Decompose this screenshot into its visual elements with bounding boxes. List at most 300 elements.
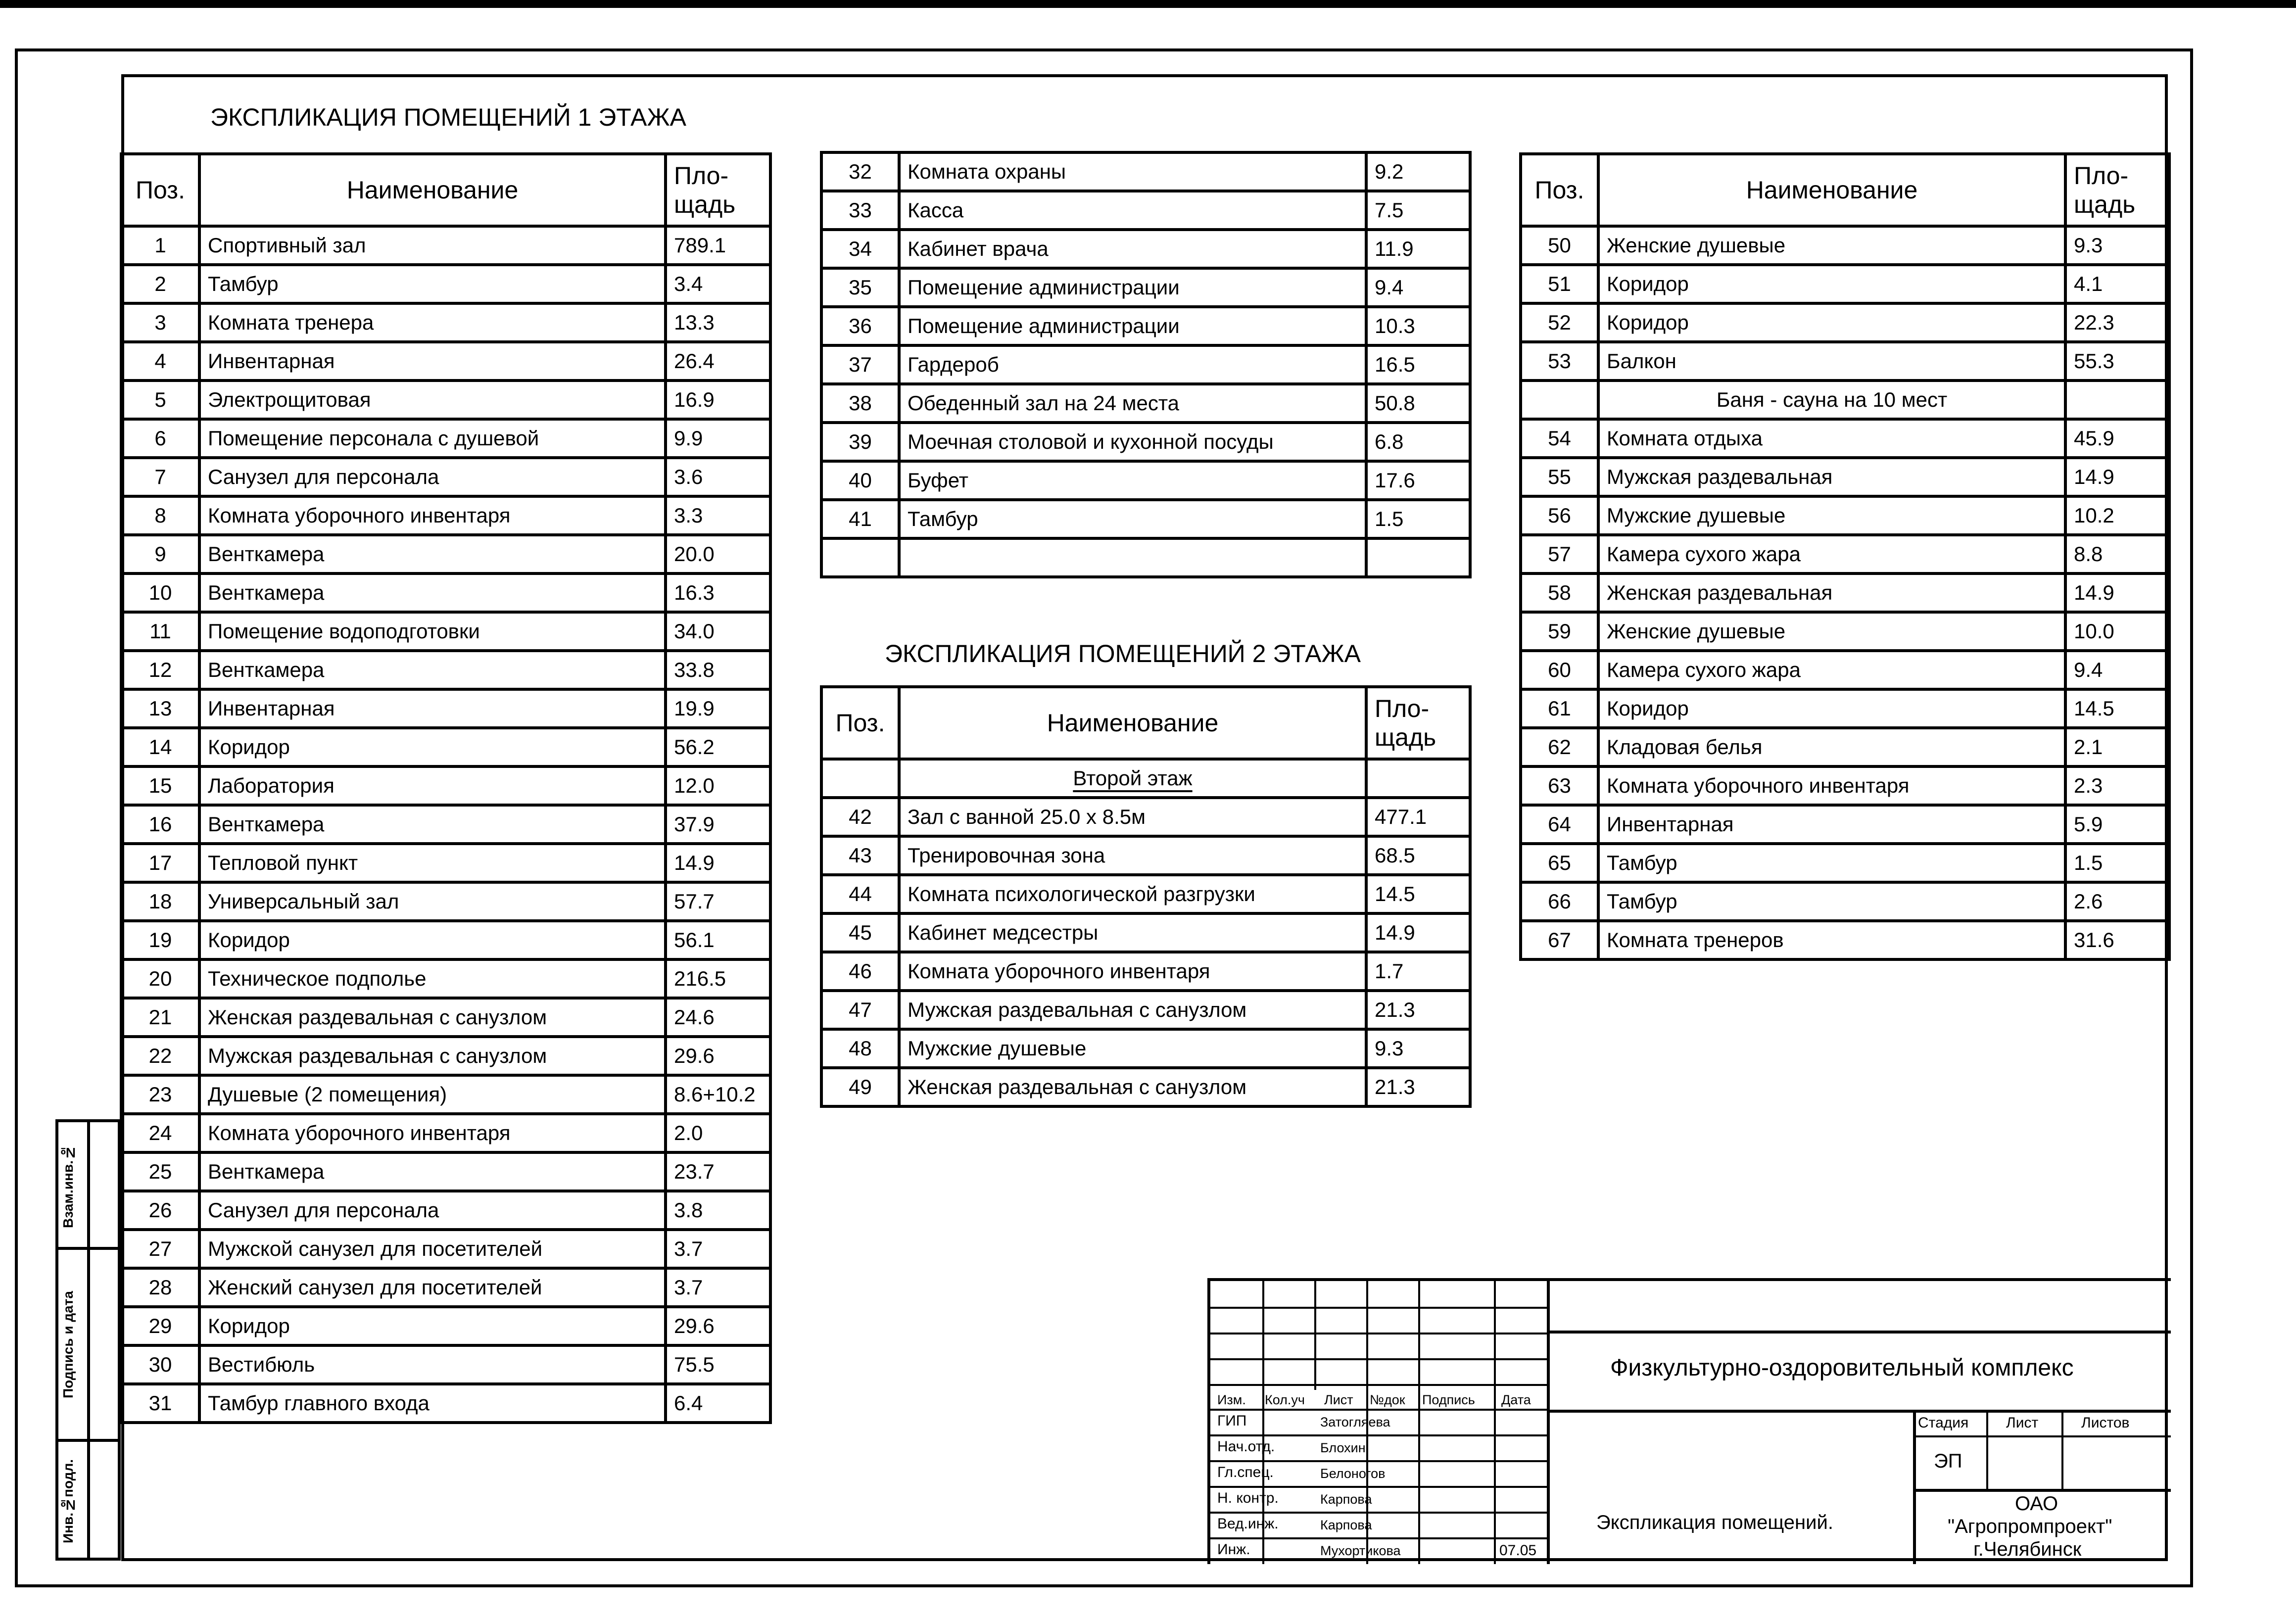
row-name: Лаборатория — [199, 766, 666, 805]
row-name: Мужской санузел для посетителей — [199, 1230, 666, 1268]
row-pos: 11 — [121, 612, 199, 651]
row-area: 33.8 — [666, 651, 770, 689]
row-area: 4.1 — [2065, 265, 2169, 303]
table-header — [1521, 154, 2169, 226]
row-area: 10.2 — [2065, 496, 2169, 535]
row-pos: 23 — [121, 1075, 199, 1114]
section-row — [821, 759, 1470, 798]
row-name: Помещение администрации — [899, 307, 1366, 345]
pos-header: Поз. — [821, 687, 899, 759]
row-area: 2.1 — [2065, 728, 2169, 766]
table-row — [121, 728, 770, 766]
row-name: Санузел для персонала — [199, 458, 666, 496]
row-pos: 44 — [821, 875, 899, 913]
table-row — [121, 342, 770, 381]
org-line3: г.Челябинск — [1973, 1538, 2082, 1560]
row-pos: 24 — [121, 1114, 199, 1152]
row-name: Тренировочная зона — [899, 836, 1366, 875]
floor1-title: ЭКСПЛИКАЦИЯ ПОМЕЩЕНИЙ 1 ЭТАЖА — [210, 103, 687, 131]
row-area: 22.3 — [2065, 303, 2169, 342]
row-name: Комната психологической разгрузки — [899, 875, 1366, 913]
table-row — [821, 230, 1470, 268]
row-pos: 63 — [1521, 766, 1598, 805]
stage-value: ЭП — [1934, 1450, 1962, 1472]
table-header — [821, 687, 1470, 759]
row-name: Тамбур — [199, 265, 666, 303]
row-pos: 10 — [121, 573, 199, 612]
table-row — [1521, 651, 2169, 689]
binding-strip — [55, 1119, 121, 1561]
row-area: 9.9 — [666, 419, 770, 458]
row-name: Спортивный зал — [199, 226, 666, 265]
row-pos: 41 — [821, 500, 899, 538]
row-name: Мужская раздевальная — [1598, 458, 2065, 496]
row-pos: 15 — [121, 766, 199, 805]
row-area: 21.3 — [1366, 991, 1470, 1029]
row-area: 14.5 — [1366, 875, 1470, 913]
table-row — [121, 381, 770, 419]
table-row — [1521, 342, 2169, 381]
table-row — [1521, 535, 2169, 573]
table-row — [121, 573, 770, 612]
row-name: Камера сухого жара — [1598, 535, 2065, 573]
row-name: Венткамера — [199, 805, 666, 844]
table-row — [821, 798, 1470, 836]
row-pos: 7 — [121, 458, 199, 496]
row-area: 29.6 — [666, 1307, 770, 1345]
row-pos: 67 — [1521, 921, 1598, 959]
row-name: Зал с ванной 25.0 х 8.5м — [899, 798, 1366, 836]
table-row — [821, 345, 1470, 384]
table-row — [821, 836, 1470, 875]
row-pos: 21 — [121, 998, 199, 1037]
row-area: 16.9 — [666, 381, 770, 419]
table-row — [821, 538, 1470, 577]
table-row — [821, 268, 1470, 307]
stamp-head-kol: Кол.уч — [1265, 1392, 1305, 1407]
table-row — [121, 1384, 770, 1423]
table-row — [1521, 728, 2169, 766]
stage-label: Стадия — [1918, 1415, 1969, 1431]
row-name: Инвентарная — [199, 342, 666, 381]
stamp-head-podpis: Подпись — [1422, 1392, 1475, 1407]
table-row — [1521, 419, 2169, 458]
row-pos: 20 — [121, 959, 199, 998]
row-name: Электрощитовая — [199, 381, 666, 419]
row-area: 3.4 — [666, 265, 770, 303]
row-name: Женская раздевальная — [1598, 573, 2065, 612]
stamp-name: Затогляева — [1320, 1415, 1390, 1429]
row-name: Тамбур главного входа — [199, 1384, 666, 1423]
stamp-role: Вед.инж. — [1217, 1516, 1279, 1532]
floor1-table-continued — [820, 151, 1472, 578]
table-row — [121, 1307, 770, 1345]
row-area: 56.1 — [666, 921, 770, 959]
row-pos: 64 — [1521, 805, 1598, 844]
org-line1: ОАО — [2015, 1493, 2058, 1515]
section-row — [1521, 381, 2169, 419]
row-name: Комната тренеров — [1598, 921, 2065, 959]
row-area: 55.3 — [2065, 342, 2169, 381]
row-area: 23.7 — [666, 1152, 770, 1191]
table-row — [821, 952, 1470, 991]
table-row — [1521, 226, 2169, 265]
row-name: Комната уборочного инвентаря — [899, 952, 1366, 991]
row-pos: 54 — [1521, 419, 1598, 458]
row-pos: 60 — [1521, 651, 1598, 689]
row-area: 21.3 — [1366, 1068, 1470, 1106]
row-area: 9.4 — [1366, 268, 1470, 307]
row-area: 7.5 — [1366, 191, 1470, 230]
row-name: Тамбур — [899, 500, 1366, 538]
row-name: Помещение администрации — [899, 268, 1366, 307]
title-block — [1207, 1278, 2171, 1564]
stamp-name: Карпова — [1320, 1492, 1372, 1507]
row-pos — [821, 538, 899, 577]
row-area: 20.0 — [666, 535, 770, 573]
table-row — [121, 1114, 770, 1152]
row-name: Женская раздевальная с санузлом — [899, 1068, 1366, 1106]
row-name: Комната тренера — [199, 303, 666, 342]
row-pos: 56 — [1521, 496, 1598, 535]
row-name: Балкон — [1598, 342, 2065, 381]
row-area: 31.6 — [2065, 921, 2169, 959]
sheet-label: Лист — [2006, 1415, 2039, 1431]
row-area: 29.6 — [666, 1037, 770, 1075]
row-area: 6.8 — [1366, 423, 1470, 461]
stamp-head-list: Лист — [1324, 1392, 1353, 1407]
row-name: Гардероб — [899, 345, 1366, 384]
row-area: 8.8 — [2065, 535, 2169, 573]
row-name: Коридор — [199, 921, 666, 959]
row-name: Тамбур — [1598, 844, 2065, 882]
table-row — [821, 1029, 1470, 1068]
row-pos: 4 — [121, 342, 199, 381]
stamp-head-data: Дата — [1501, 1392, 1531, 1407]
row-area: 216.5 — [666, 959, 770, 998]
row-area: 6.4 — [666, 1384, 770, 1423]
row-name: Комната уборочного инвентаря — [199, 496, 666, 535]
row-pos: 57 — [1521, 535, 1598, 573]
stamp-name: Белоногов — [1320, 1466, 1386, 1481]
original-inv-label: Инв.№подл. — [60, 1459, 76, 1544]
name-header: Наименование — [899, 687, 1366, 759]
row-pos: 6 — [121, 419, 199, 458]
row-area: 9.3 — [2065, 226, 2169, 265]
row-area: 5.9 — [2065, 805, 2169, 844]
row-name: Инвентарная — [199, 689, 666, 728]
table-row — [121, 496, 770, 535]
row-pos: 5 — [121, 381, 199, 419]
table-row — [121, 1075, 770, 1114]
row-pos: 28 — [121, 1268, 199, 1307]
row-pos: 65 — [1521, 844, 1598, 882]
row-name: Женский санузел для посетителей — [199, 1268, 666, 1307]
row-area: 3.7 — [666, 1268, 770, 1307]
row-pos: 27 — [121, 1230, 199, 1268]
row-area: 14.9 — [2065, 458, 2169, 496]
row-pos: 18 — [121, 882, 199, 921]
table-row — [1521, 496, 2169, 535]
table-row — [821, 500, 1470, 538]
row-pos: 9 — [121, 535, 199, 573]
row-pos: 51 — [1521, 265, 1598, 303]
org-line2: "Агропромпроект" — [1948, 1516, 2112, 1537]
table-row — [1521, 844, 2169, 882]
row-name: Кабинет медсестры — [899, 913, 1366, 952]
table-row — [1521, 458, 2169, 496]
table-row — [121, 959, 770, 998]
row-pos: 62 — [1521, 728, 1598, 766]
row-area: 68.5 — [1366, 836, 1470, 875]
row-name: Мужские душевые — [899, 1029, 1366, 1068]
row-area: 45.9 — [2065, 419, 2169, 458]
row-area: 57.7 — [666, 882, 770, 921]
row-area: 10.0 — [2065, 612, 2169, 651]
stamp-date: 07.05 — [1499, 1542, 1537, 1559]
stamp-role: ГИП — [1217, 1413, 1247, 1429]
row-area — [1366, 538, 1470, 577]
table-row — [821, 152, 1470, 191]
table-row — [121, 419, 770, 458]
table-row — [1521, 265, 2169, 303]
row-pos: 50 — [1521, 226, 1598, 265]
project-name: Физкультурно-оздоровительный комплекс — [1610, 1355, 2074, 1381]
table-row — [121, 1191, 770, 1230]
row-area: 50.8 — [1366, 384, 1470, 423]
row-name: Комната отдыха — [1598, 419, 2065, 458]
row-pos: 29 — [121, 1307, 199, 1345]
table-row — [121, 766, 770, 805]
row-area: 2.3 — [2065, 766, 2169, 805]
sheet-title: Экспликация помещений. — [1596, 1512, 1833, 1533]
row-area: 19.9 — [666, 689, 770, 728]
row-area: 37.9 — [666, 805, 770, 844]
row-pos: 61 — [1521, 689, 1598, 728]
sauna-section-label: Баня - сауна на 10 мест — [1598, 381, 2065, 419]
signature-date-label: Подпись и дата — [60, 1291, 76, 1399]
table-row — [121, 226, 770, 265]
row-pos: 22 — [121, 1037, 199, 1075]
row-area: 14.5 — [2065, 689, 2169, 728]
row-name — [899, 538, 1366, 577]
row-name: Касса — [899, 191, 1366, 230]
top-edge-bar — [0, 0, 2296, 8]
table-row — [821, 384, 1470, 423]
table-row — [821, 191, 1470, 230]
row-area: 14.9 — [666, 844, 770, 882]
row-name: Буфет — [899, 461, 1366, 500]
row-area: 3.6 — [666, 458, 770, 496]
name-header: Наименование — [1598, 154, 2065, 226]
row-name: Коридор — [1598, 303, 2065, 342]
row-name: Коридор — [199, 1307, 666, 1345]
table-row — [121, 805, 770, 844]
row-pos: 8 — [121, 496, 199, 535]
table-row — [1521, 303, 2169, 342]
row-pos: 2 — [121, 265, 199, 303]
row-area: 13.3 — [666, 303, 770, 342]
table-header — [121, 154, 770, 226]
row-pos: 43 — [821, 836, 899, 875]
row-name: Венткамера — [199, 573, 666, 612]
row-pos: 47 — [821, 991, 899, 1029]
row-name: Комната охраны — [899, 152, 1366, 191]
floor1-table — [120, 152, 772, 1424]
row-pos: 25 — [121, 1152, 199, 1191]
row-name: Моечная столовой и кухонной посуды — [899, 423, 1366, 461]
row-pos: 39 — [821, 423, 899, 461]
row-name: Душевые (2 помещения) — [199, 1075, 666, 1114]
table-row — [1521, 766, 2169, 805]
stamp-name: Блохин — [1320, 1440, 1366, 1455]
stamp-role: Нач.отд. — [1217, 1438, 1275, 1455]
row-pos: 66 — [1521, 882, 1598, 921]
row-name: Универсальный зал — [199, 882, 666, 921]
table-row — [121, 921, 770, 959]
row-area: 3.7 — [666, 1230, 770, 1268]
table-row — [121, 1230, 770, 1268]
row-name: Вестибюль — [199, 1345, 666, 1384]
row-pos: 53 — [1521, 342, 1598, 381]
floor2-table-right — [1519, 152, 2171, 961]
floor2-table — [820, 685, 1472, 1108]
row-name: Венткамера — [199, 1152, 666, 1191]
row-pos: 33 — [821, 191, 899, 230]
table-row — [121, 998, 770, 1037]
row-area: 16.5 — [1366, 345, 1470, 384]
area-header: Пло- щадь — [1366, 687, 1470, 759]
stamp-role: Гл.спец. — [1217, 1464, 1274, 1480]
table-row — [121, 458, 770, 496]
row-name: Кладовая белья — [1598, 728, 2065, 766]
row-name: Женские душевые — [1598, 226, 2065, 265]
row-area: 14.9 — [1366, 913, 1470, 952]
row-area: 1.7 — [1366, 952, 1470, 991]
row-pos: 16 — [121, 805, 199, 844]
table-row — [121, 1152, 770, 1191]
table-row — [1521, 612, 2169, 651]
row-pos: 49 — [821, 1068, 899, 1106]
row-area: 24.6 — [666, 998, 770, 1037]
replaced-inv-label: Взам.инв.№ — [60, 1145, 76, 1228]
row-name: Тепловой пункт — [199, 844, 666, 882]
table-row — [821, 307, 1470, 345]
row-pos: 17 — [121, 844, 199, 882]
row-pos: 19 — [121, 921, 199, 959]
table-row — [121, 1345, 770, 1384]
row-name: Санузел для персонала — [199, 1191, 666, 1230]
row-pos: 38 — [821, 384, 899, 423]
pos-header: Поз. — [121, 154, 199, 226]
row-pos: 3 — [121, 303, 199, 342]
row-pos: 45 — [821, 913, 899, 952]
row-area: 34.0 — [666, 612, 770, 651]
row-pos: 35 — [821, 268, 899, 307]
row-pos: 55 — [1521, 458, 1598, 496]
table-row — [121, 1037, 770, 1075]
row-name: Обеденный зал на 24 места — [899, 384, 1366, 423]
row-name: Коридор — [1598, 265, 2065, 303]
row-name: Мужские душевые — [1598, 496, 2065, 535]
row-name: Помещение водоподготовки — [199, 612, 666, 651]
row-pos: 14 — [121, 728, 199, 766]
row-name: Помещение персонала с душевой — [199, 419, 666, 458]
row-name: Мужская раздевальная с санузлом — [199, 1037, 666, 1075]
row-area: 9.2 — [1366, 152, 1470, 191]
row-area: 2.6 — [2065, 882, 2169, 921]
row-pos: 31 — [121, 1384, 199, 1423]
row-area: 14.9 — [2065, 573, 2169, 612]
name-header: Наименование — [199, 154, 666, 226]
row-pos: 52 — [1521, 303, 1598, 342]
row-pos: 37 — [821, 345, 899, 384]
row-name: Мужская раздевальная с санузлом — [899, 991, 1366, 1029]
row-area: 789.1 — [666, 226, 770, 265]
table-row — [121, 265, 770, 303]
table-row — [121, 535, 770, 573]
table-row — [121, 689, 770, 728]
table-row — [821, 1068, 1470, 1106]
row-pos: 58 — [1521, 573, 1598, 612]
row-area: 75.5 — [666, 1345, 770, 1384]
row-pos: 30 — [121, 1345, 199, 1384]
row-name: Коридор — [199, 728, 666, 766]
row-area: 11.9 — [1366, 230, 1470, 268]
row-name: Женская раздевальная с санузлом — [199, 998, 666, 1037]
table-row — [821, 991, 1470, 1029]
row-name: Тамбур — [1598, 882, 2065, 921]
table-row — [121, 1268, 770, 1307]
row-pos: 26 — [121, 1191, 199, 1230]
row-name: Коридор — [1598, 689, 2065, 728]
row-area: 2.0 — [666, 1114, 770, 1152]
table-row — [1521, 573, 2169, 612]
row-area: 3.3 — [666, 496, 770, 535]
row-area: 10.3 — [1366, 307, 1470, 345]
row-area: 12.0 — [666, 766, 770, 805]
stamp-name: Карпова — [1320, 1518, 1372, 1532]
row-pos: 42 — [821, 798, 899, 836]
row-pos: 59 — [1521, 612, 1598, 651]
row-area: 3.8 — [666, 1191, 770, 1230]
stamp-head-izm: Изм. — [1217, 1392, 1246, 1407]
stamp-role: Н. контр. — [1217, 1490, 1279, 1506]
table-row — [121, 612, 770, 651]
row-area: 477.1 — [1366, 798, 1470, 836]
area-header: Пло- щадь — [2065, 154, 2169, 226]
row-area: 16.3 — [666, 573, 770, 612]
stamp-name: Мухортикова — [1320, 1543, 1401, 1558]
area-header: Пло- щадь — [666, 154, 770, 226]
row-pos: 34 — [821, 230, 899, 268]
row-name: Камера сухого жара — [1598, 651, 2065, 689]
row-area: 26.4 — [666, 342, 770, 381]
row-name: Комната уборочного инвентаря — [199, 1114, 666, 1152]
section-label: Второй этаж — [1073, 766, 1193, 790]
stamp-role: Инж. — [1217, 1541, 1250, 1558]
table-row — [821, 913, 1470, 952]
table-row — [821, 423, 1470, 461]
table-row — [121, 303, 770, 342]
table-row — [821, 875, 1470, 913]
floor2-title: ЭКСПЛИКАЦИЯ ПОМЕЩЕНИЙ 2 ЭТАЖА — [885, 640, 1361, 667]
row-name: Кабинет врача — [899, 230, 1366, 268]
stamp-head-ndok: №док — [1370, 1392, 1405, 1407]
row-name: Венткамера — [199, 535, 666, 573]
sheets-label: Листов — [2081, 1415, 2130, 1431]
table-row — [1521, 921, 2169, 959]
